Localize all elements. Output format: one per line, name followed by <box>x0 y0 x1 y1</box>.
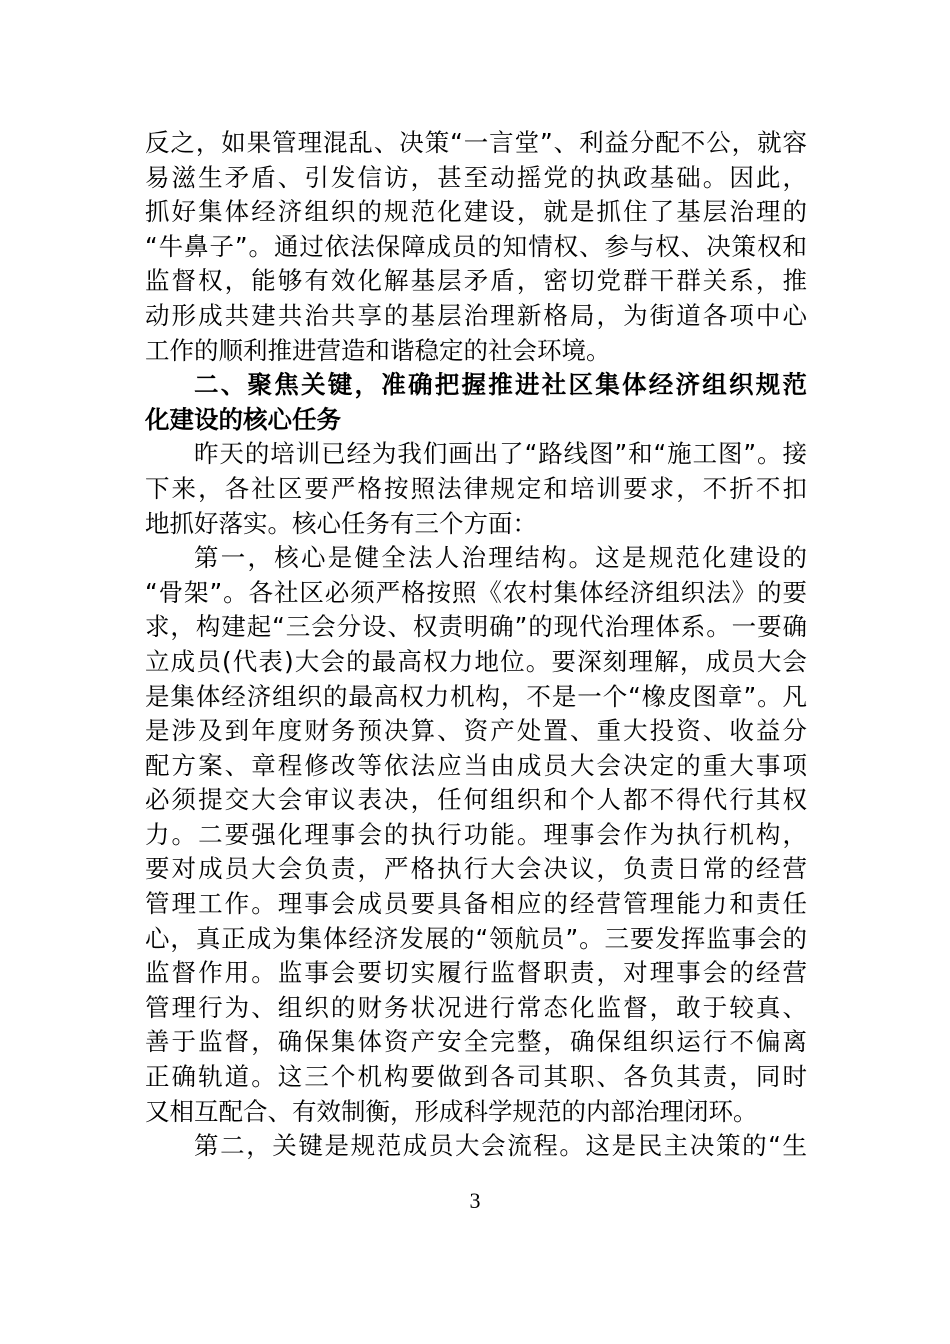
paragraph-line: 易滋生矛盾、引发信访，甚至动摇党的执政基础。因此， <box>145 162 807 192</box>
paragraph-line: 心，真正成为集体经济发展的“领航员”。三要发挥监事会的 <box>145 923 807 953</box>
paragraph-line: 必须提交大会审议表决，任何组织和个人都不得代行其权 <box>145 785 807 815</box>
section-heading-line: 二、聚焦关键，准确把握推进社区集体经济组织规范 <box>194 370 807 400</box>
paragraph-line: 力。二要强化理事会的执行功能。理事会作为执行机构， <box>145 819 807 849</box>
paragraph-line: 善于监督，确保集体资产安全完整，确保组织运行不偏离 <box>145 1027 807 1057</box>
paragraph-line: 抓好集体经济组织的规范化建设，就是抓住了基层治理的 <box>145 197 807 227</box>
page-number: 3 <box>469 1188 481 1213</box>
paragraph-line: 反之，如果管理混乱、决策“一言堂”、利益分配不公，就容 <box>145 128 807 157</box>
body-text <box>145 126 807 1164</box>
paragraph-line: 求，构建起“三会分设、权责明确”的现代治理体系。一要确 <box>145 612 807 642</box>
paragraph-line: 正确轨道。这三个机构要做到各司其职、各负其责，同时 <box>145 1062 807 1092</box>
paragraph-line: 又相互配合、有效制衡，形成科学规范的内部治理闭环。 <box>145 1096 758 1126</box>
paragraph-line: 第一，核心是健全法人治理结构。这是规范化建设的 <box>194 543 807 573</box>
paragraph-line: 是集体经济组织的最高权力机构，不是一个“橡皮图章”。凡 <box>145 681 807 711</box>
paragraph-line: 动形成共建共治共享的基层治理新格局，为街道各项中心 <box>145 300 807 330</box>
paragraph-line: 是涉及到年度财务预决算、资产处置、重大投资、收益分 <box>145 716 807 746</box>
paragraph-line: “牛鼻子”。通过依法保障成员的知情权、参与权、决策权和 <box>145 231 807 261</box>
paragraph-line: 第二，关键是规范成员大会流程。这是民主决策的“生 <box>194 1131 807 1161</box>
paragraph-line: 工作的顺利推进营造和谐稳定的社会环境。 <box>145 335 611 365</box>
paragraph-line: 监督权，能够有效化解基层矛盾，密切党群干群关系，推 <box>145 266 807 296</box>
paragraph-line: 下来，各社区要严格按照法律规定和培训要求，不折不扣 <box>145 473 807 503</box>
paragraph-line: 地抓好落实。核心任务有三个方面： <box>145 508 537 538</box>
section-heading-line: 化建设的核心任务 <box>145 404 341 434</box>
paragraph-line: 昨天的培训已经为我们画出了“路线图”和“施工图”。接 <box>194 439 807 469</box>
paragraph-line: “骨架”。各社区必须严格按照《农村集体经济组织法》的要 <box>145 577 807 607</box>
paragraph-line: 监督作用。监事会要切实履行监督职责，对理事会的经营 <box>145 958 807 988</box>
paragraph-line: 配方案、章程修改等依法应当由成员大会决定的重大事项 <box>145 750 807 780</box>
paragraph-line: 立成员(代表)大会的最高权力地位。要深刻理解，成员大会 <box>145 646 807 676</box>
paragraph-line: 管理工作。理事会成员要具备相应的经营管理能力和责任 <box>145 889 807 919</box>
paragraph-line: 要对成员大会负责，严格执行大会决议，负责日常的经营 <box>145 854 807 884</box>
paragraph-line: 管理行为、组织的财务状况进行常态化监督，敢于较真、 <box>145 992 807 1022</box>
